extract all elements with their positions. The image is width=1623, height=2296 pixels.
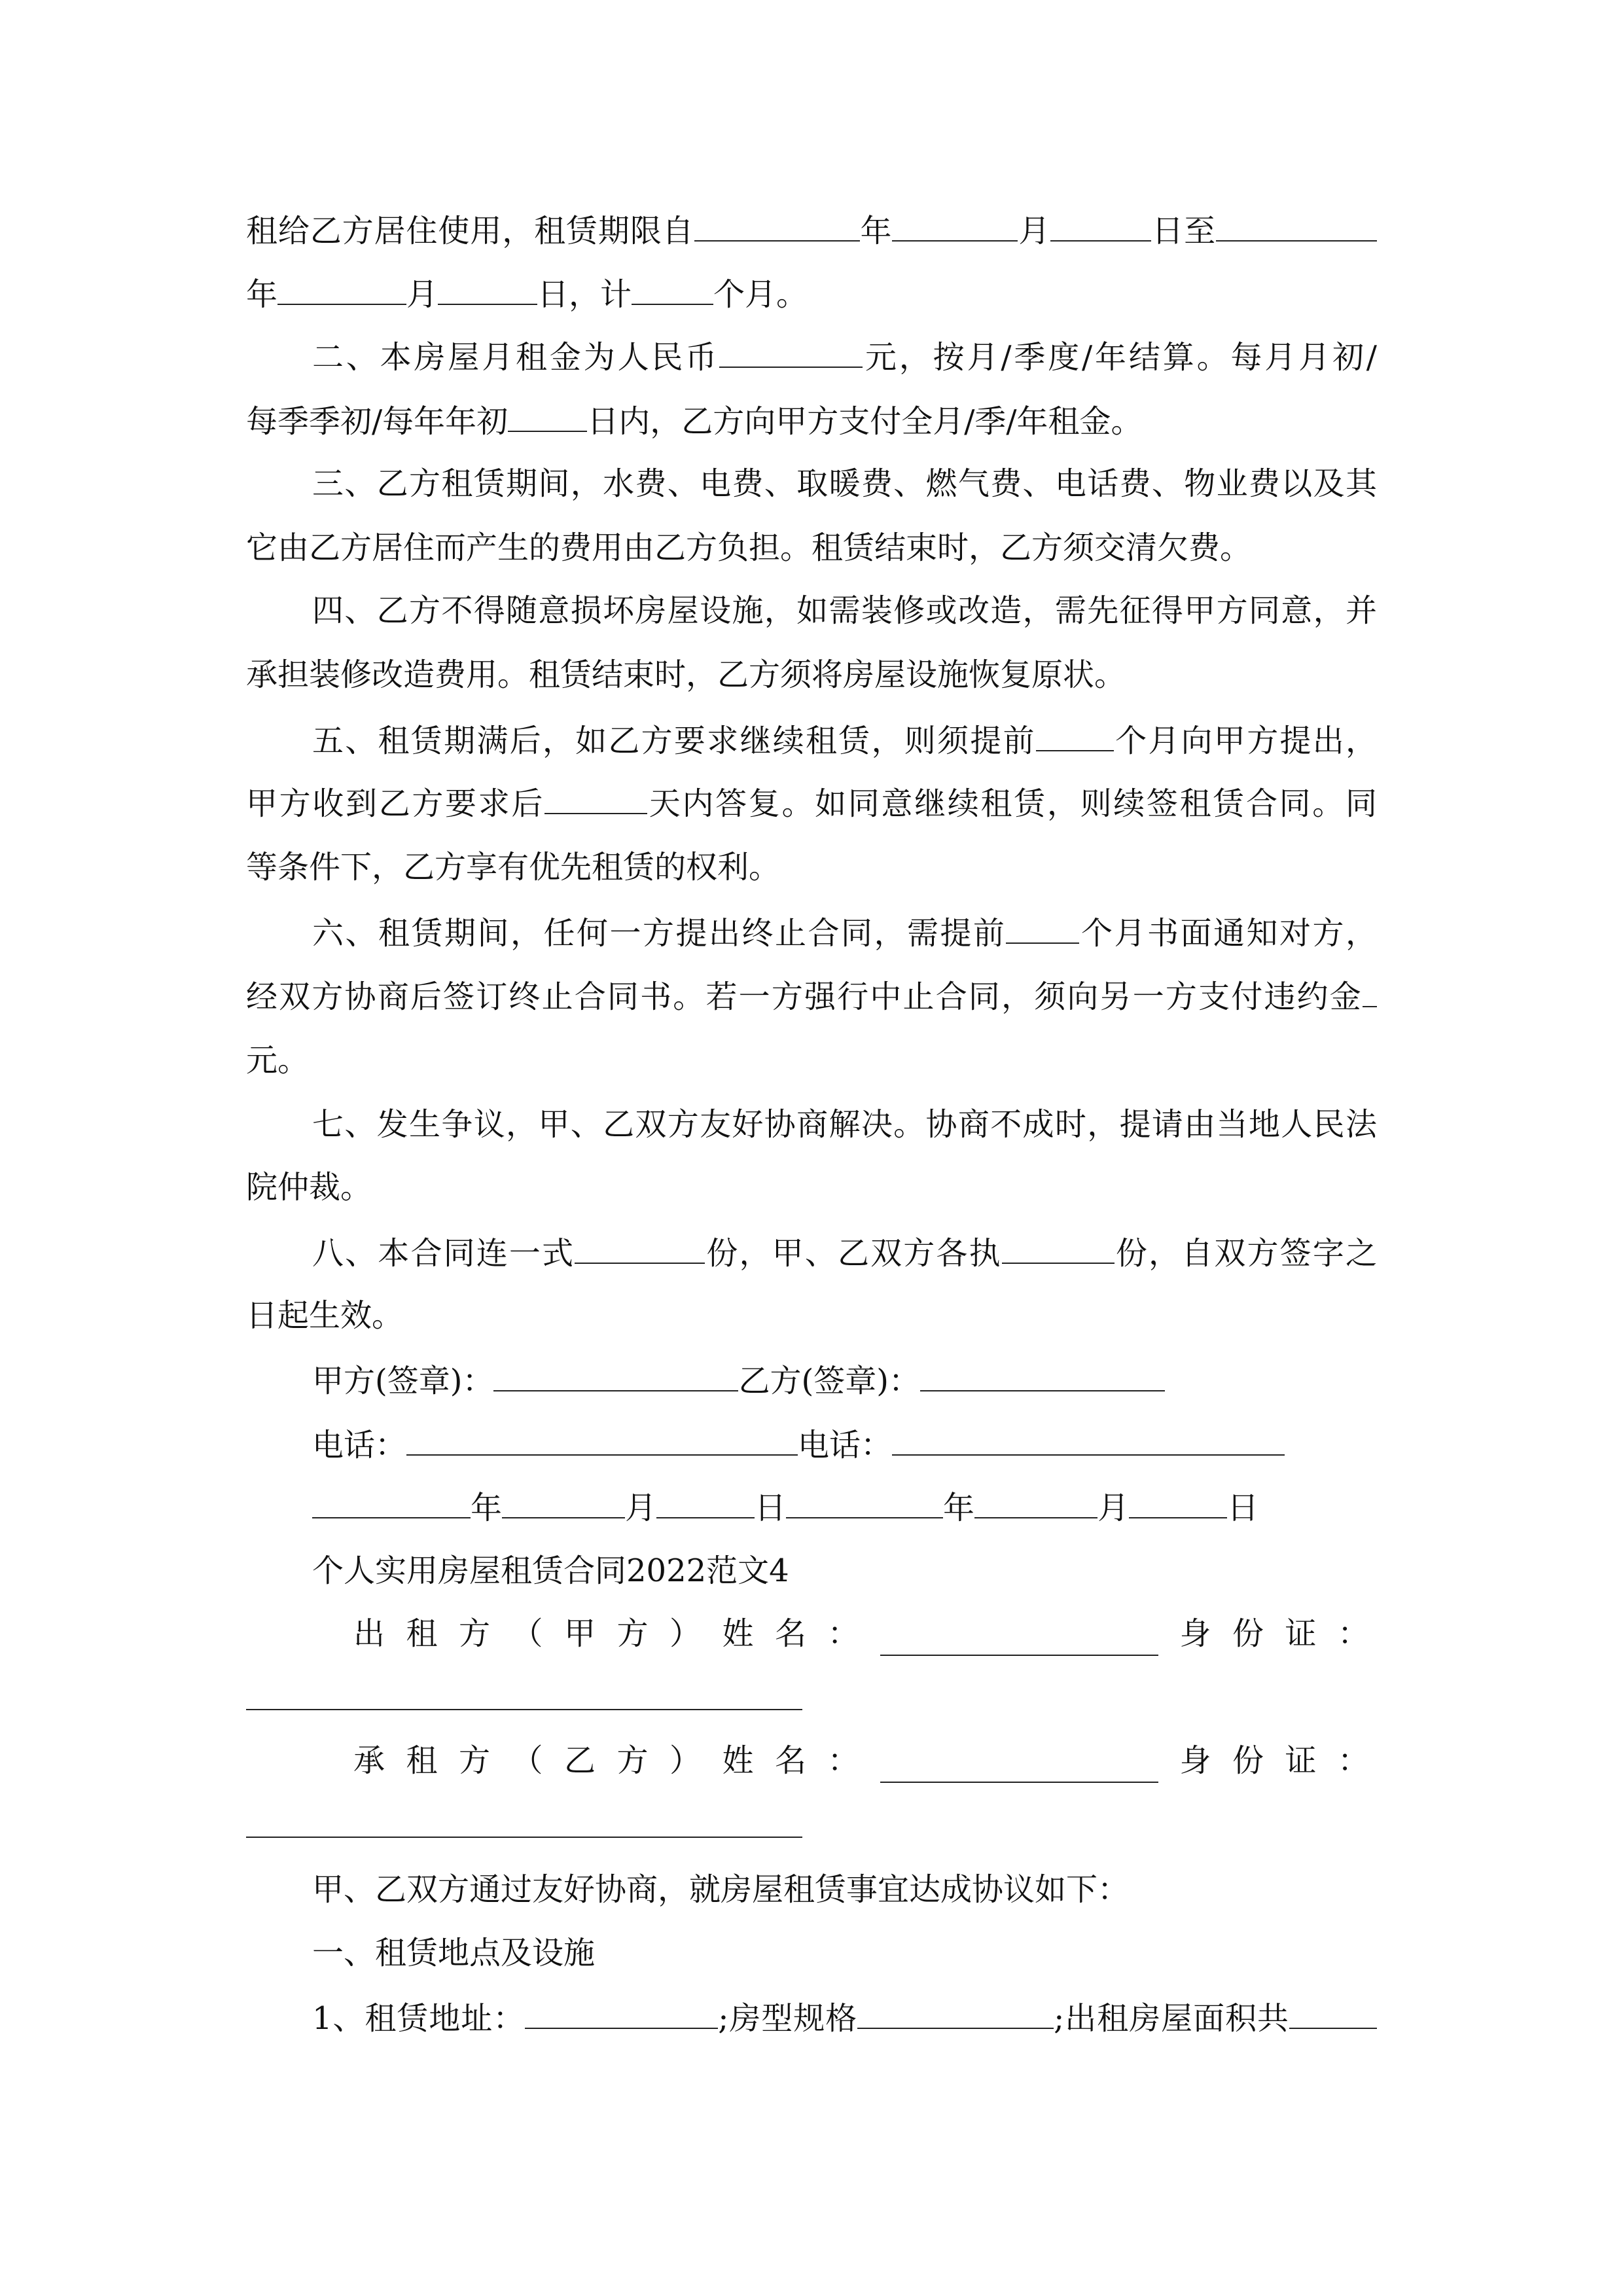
text-line: 四、乙方不得随意损坏房屋设施，如需装修或改造，需先征得甲方同意，并 — [312, 592, 1377, 629]
lessee-name-blank — [880, 1751, 1158, 1783]
blank — [1036, 720, 1114, 751]
blank — [694, 210, 860, 242]
blank — [277, 274, 406, 305]
party-b-signature-blank — [920, 1360, 1165, 1391]
party-b-phone-blank — [892, 1424, 1285, 1456]
text-line: 院仲裁。 — [246, 1169, 372, 1206]
section-title: 个人实用房屋租赁合同2022范文4 — [312, 1552, 789, 1589]
blank — [575, 1232, 705, 1264]
blank — [1002, 1232, 1115, 1264]
blank — [1050, 210, 1151, 242]
text-line: 经双方协商后签订终止合同书。若一方强行中止合同，须向另一方支付违约金 — [246, 976, 1377, 1015]
party-a-phone-blank — [406, 1424, 798, 1456]
blank — [508, 401, 587, 432]
party-a-signature-blank — [493, 1360, 738, 1391]
lessee-id-blank — [246, 1837, 802, 1838]
blank — [438, 274, 537, 305]
blank — [1129, 1487, 1227, 1518]
text-line: 三、乙方租赁期间，水费、电费、取暖费、燃气费、电话费、物业费以及其 — [312, 465, 1377, 502]
text-line: 它由乙方居住而产生的费用由乙方负担。租赁结束时，乙方须交清欠费。 — [246, 529, 1252, 566]
address-blank — [525, 1998, 718, 2029]
text-line: 日起生效。 — [246, 1297, 404, 1334]
signature-line: 甲方(签章)： 乙方(签章)： — [246, 1360, 1377, 1399]
blank — [974, 1487, 1097, 1518]
blank — [1006, 912, 1079, 944]
phone-line: 电话： 电话： — [246, 1424, 1377, 1463]
blank — [1363, 976, 1377, 1007]
text-line: 七、发生争议，甲、乙双方友好协商解决。协商不成时，提请由当地人民法 — [312, 1106, 1377, 1143]
area-blank — [1289, 1998, 1377, 2029]
text-line: 年 月 日，计 个月。 — [246, 274, 1377, 313]
blank — [632, 274, 713, 305]
text-line: 六、租赁期间，任何一方提出终止合同，需提前 个月书面通知对方， — [246, 912, 1377, 952]
lessor-name-blank — [880, 1624, 1158, 1656]
text-line: 等条件下，乙方享有优先租赁的权利。 — [246, 849, 781, 886]
blank — [656, 1487, 755, 1518]
text-line: 二、本房屋月租金为人民币 元，按月/季度/年结算。每月月初/ — [246, 336, 1377, 376]
text-line: 八、本合同连一式 份，甲、乙双方各执 份，自双方签字之 — [246, 1232, 1377, 1272]
blank — [312, 1487, 471, 1518]
lessor-line: 出 租 方 （ 甲 方 ） 姓 名 ： 身 份 证 ： — [353, 1614, 1369, 1653]
date-line: 年 月 日 年 月 日 — [246, 1487, 1377, 1526]
lessor-id-blank — [246, 1709, 802, 1710]
room-type-blank — [857, 1998, 1054, 2029]
blank — [502, 1487, 625, 1518]
blank — [719, 336, 863, 368]
text-line: 一、租赁地点及设施 — [312, 1935, 596, 1971]
lessee-line: 承 租 方 （ 乙 方 ） 姓 名 ： 身 份 证 ： — [353, 1741, 1369, 1780]
text-line: 五、租赁期满后，如乙方要求继续租赁，则须提前 个月向甲方提出， — [246, 720, 1377, 759]
blank — [1216, 210, 1377, 242]
blank — [544, 783, 647, 814]
blank — [892, 210, 1018, 242]
blank — [786, 1487, 943, 1518]
text-line: 甲、乙双方通过友好协商，就房屋租赁事宜达成协议如下： — [312, 1871, 1130, 1908]
text-line: 元。 — [246, 1042, 310, 1079]
text-line: 1、租赁地址： ;房型规格 ;出租房屋面积共 — [246, 1998, 1377, 2037]
text-line: 承担装修改造费用。租赁结束时，乙方须将房屋设施恢复原状。 — [246, 656, 1126, 693]
text-line: 甲方收到乙方要求后 天内答复。如同意继续租赁，则续签租赁合同。同 — [246, 783, 1377, 822]
text-line: 租给乙方居住使用，租赁期限自 年 月 日至 — [246, 210, 1377, 249]
text-line: 每季季初/每年年初 日内，乙方向甲方支付全月/季/年租金。 — [246, 401, 1377, 440]
